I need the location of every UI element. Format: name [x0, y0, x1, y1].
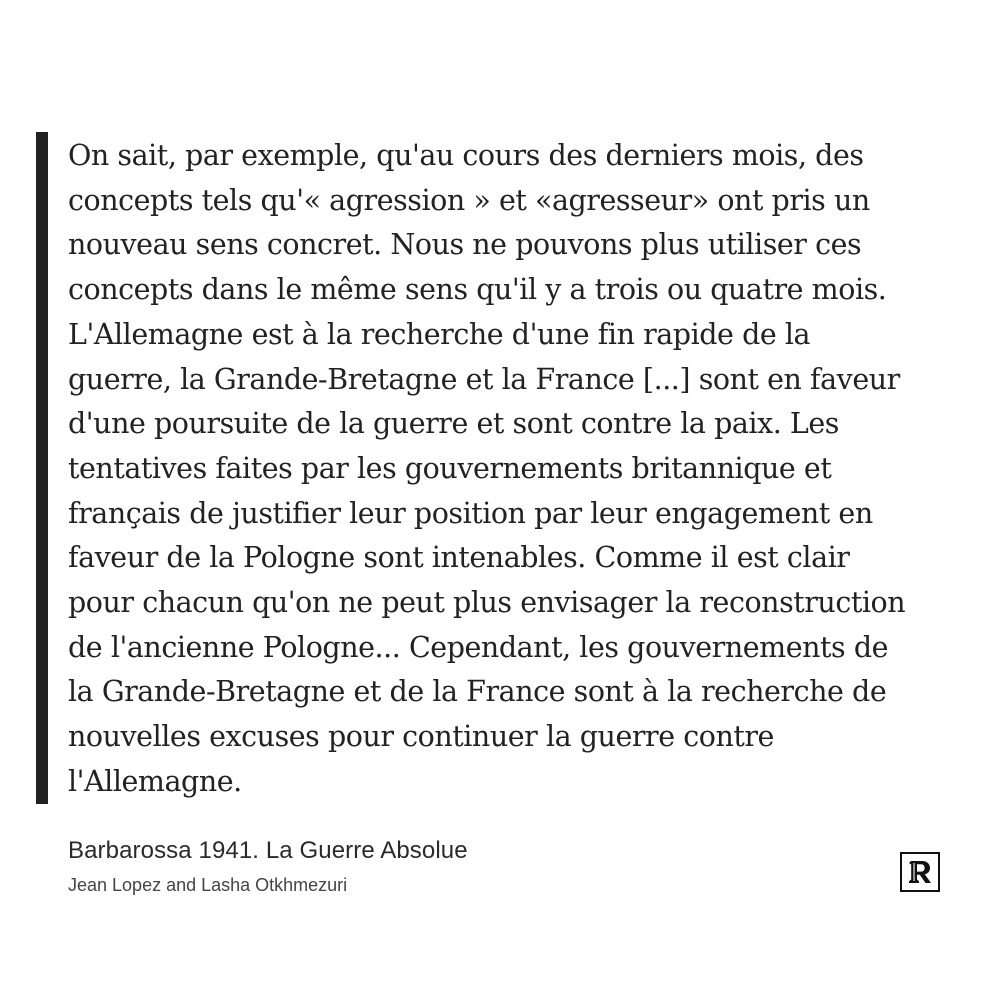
source-title: Barbarossa 1941. La Guerre Absolue [68, 837, 468, 864]
r-logo-glyph [905, 857, 935, 887]
source-authors: Jean Lopez and Lasha Otkhmezuri [68, 875, 348, 895]
quote-text: On sait, par exemple, qu'au cours des derniers mois, des concepts tels qu'« agression » et «agresseur» ont pris un nouveau sens concret. Nous ne pouvons plus utiliser ces concepts dans le même sens qu'il y a trois ou quatre mois. L'Allemagne est à la recherche d'une fin rapide de la guerre, la Grande-Bretagne et la France [...] sont en faveur d'une poursuite de la guerre et sont contre la paix. Les tentatives faites par les gouvernements britannique et français de justifier leur position par leur engagement en faveur de la Pologne sont intenables. Comme il est clair pour chacun qu'on ne peut plus envisager la reconstruction de l'ancienne Pologne... Cependant, les gouvernements de la Grande-Bretagne et de la France sont à la recherche de nouvelles excuses pour continuer la guerre contre l'Allemagne. [68, 139, 906, 798]
quote-bar [36, 132, 48, 804]
r-logo-icon[interactable] [900, 852, 940, 892]
blockquote [36, 132, 916, 804]
